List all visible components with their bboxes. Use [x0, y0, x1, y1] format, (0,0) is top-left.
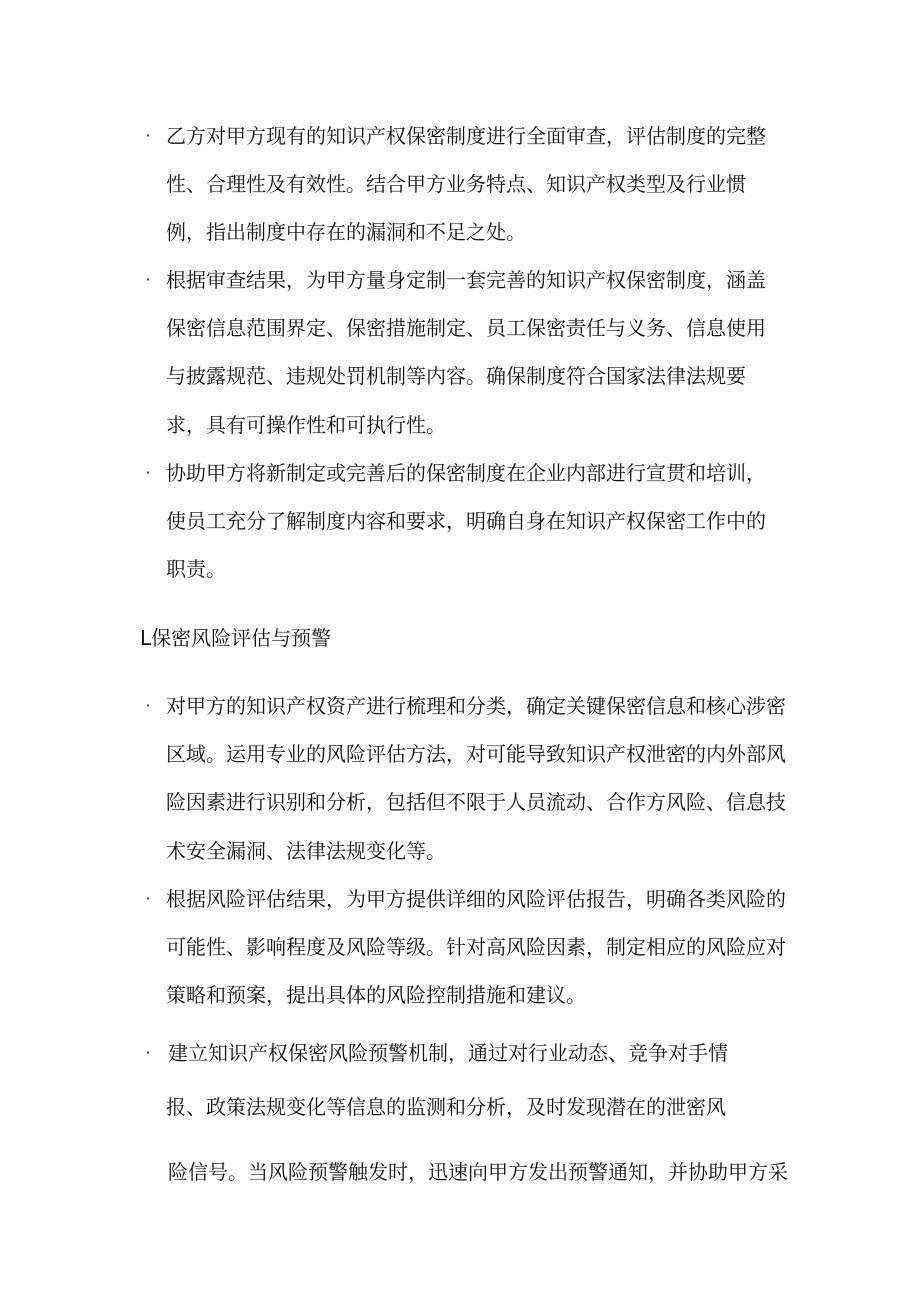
bullet-icon: ·: [145, 463, 151, 482]
paragraph-line: 使员工充分了解制度内容和要求，明确自身在知识产权保密工作中的: [166, 509, 766, 533]
paragraph-line: 协助甲方将新制定或完善后的保密制度在企业内部进行宣贯和培训，: [166, 461, 766, 485]
paragraph-line: 根据风险评估结果，为甲方提供详细的风险评估报告，明确各类风险的: [166, 887, 786, 911]
bullet-icon: ·: [145, 1043, 151, 1062]
paragraph-line: 报、政策法规变化等信息的监测和分析，及时发现潜在的泄密风: [166, 1095, 726, 1119]
paragraph-line: 性、合理性及有效性。结合甲方业务特点、知识产权类型及行业惯: [166, 172, 746, 196]
paragraph-line: 可能性、影响程度及风险等级。针对高风险因素，制定相应的风险应对: [166, 935, 786, 959]
bullet-icon: ·: [145, 270, 151, 289]
paragraph-line: 策略和预案，提出具体的风险控制措施和建议。: [166, 983, 586, 1007]
paragraph-line: 险因素进行识别和分析，包括但不限于人员流动、合作方风险、信息技: [166, 790, 786, 814]
paragraph-line: 求，具有可操作性和可执行性。: [166, 413, 446, 437]
bullet-icon: ·: [145, 126, 151, 145]
paragraph-line: 职责。: [166, 557, 226, 581]
paragraph-line: 与披露规范、违规处罚机制等内容。确保制度符合国家法律法规要: [166, 364, 746, 388]
paragraph-line: 区域。运用专业的风险评估方法，对可能导致知识产权泄密的内外部风: [166, 742, 786, 766]
paragraph-line: 乙方对甲方现有的知识产权保密制度进行全面审查，评估制度的完整: [166, 124, 766, 148]
paragraph-line: 例，指出制度中存在的漏洞和不足之处。: [166, 220, 526, 244]
section-heading: L保密风险评估与预警: [140, 626, 332, 650]
bullet-icon: ·: [145, 696, 151, 715]
paragraph-line: 根据审查结果，为甲方量身定制一套完善的知识产权保密制度，涵盖: [166, 268, 766, 292]
paragraph-line: 险信号。当风险预警触发时，迅速向甲方发出预警通知，并协助甲方采: [168, 1160, 788, 1184]
paragraph-line: 建立知识产权保密风险预警机制，通过对行业动态、竞争对手情: [168, 1041, 728, 1065]
paragraph-line: 对甲方的知识产权资产进行梳理和分类，确定关键保密信息和核心涉密: [166, 694, 786, 718]
bullet-icon: ·: [145, 889, 151, 908]
paragraph-line: 术安全漏洞、法律法规变化等。: [166, 839, 446, 863]
paragraph-line: 保密信息范围界定、保密措施制定、员工保密责任与义务、信息使用: [166, 316, 766, 340]
